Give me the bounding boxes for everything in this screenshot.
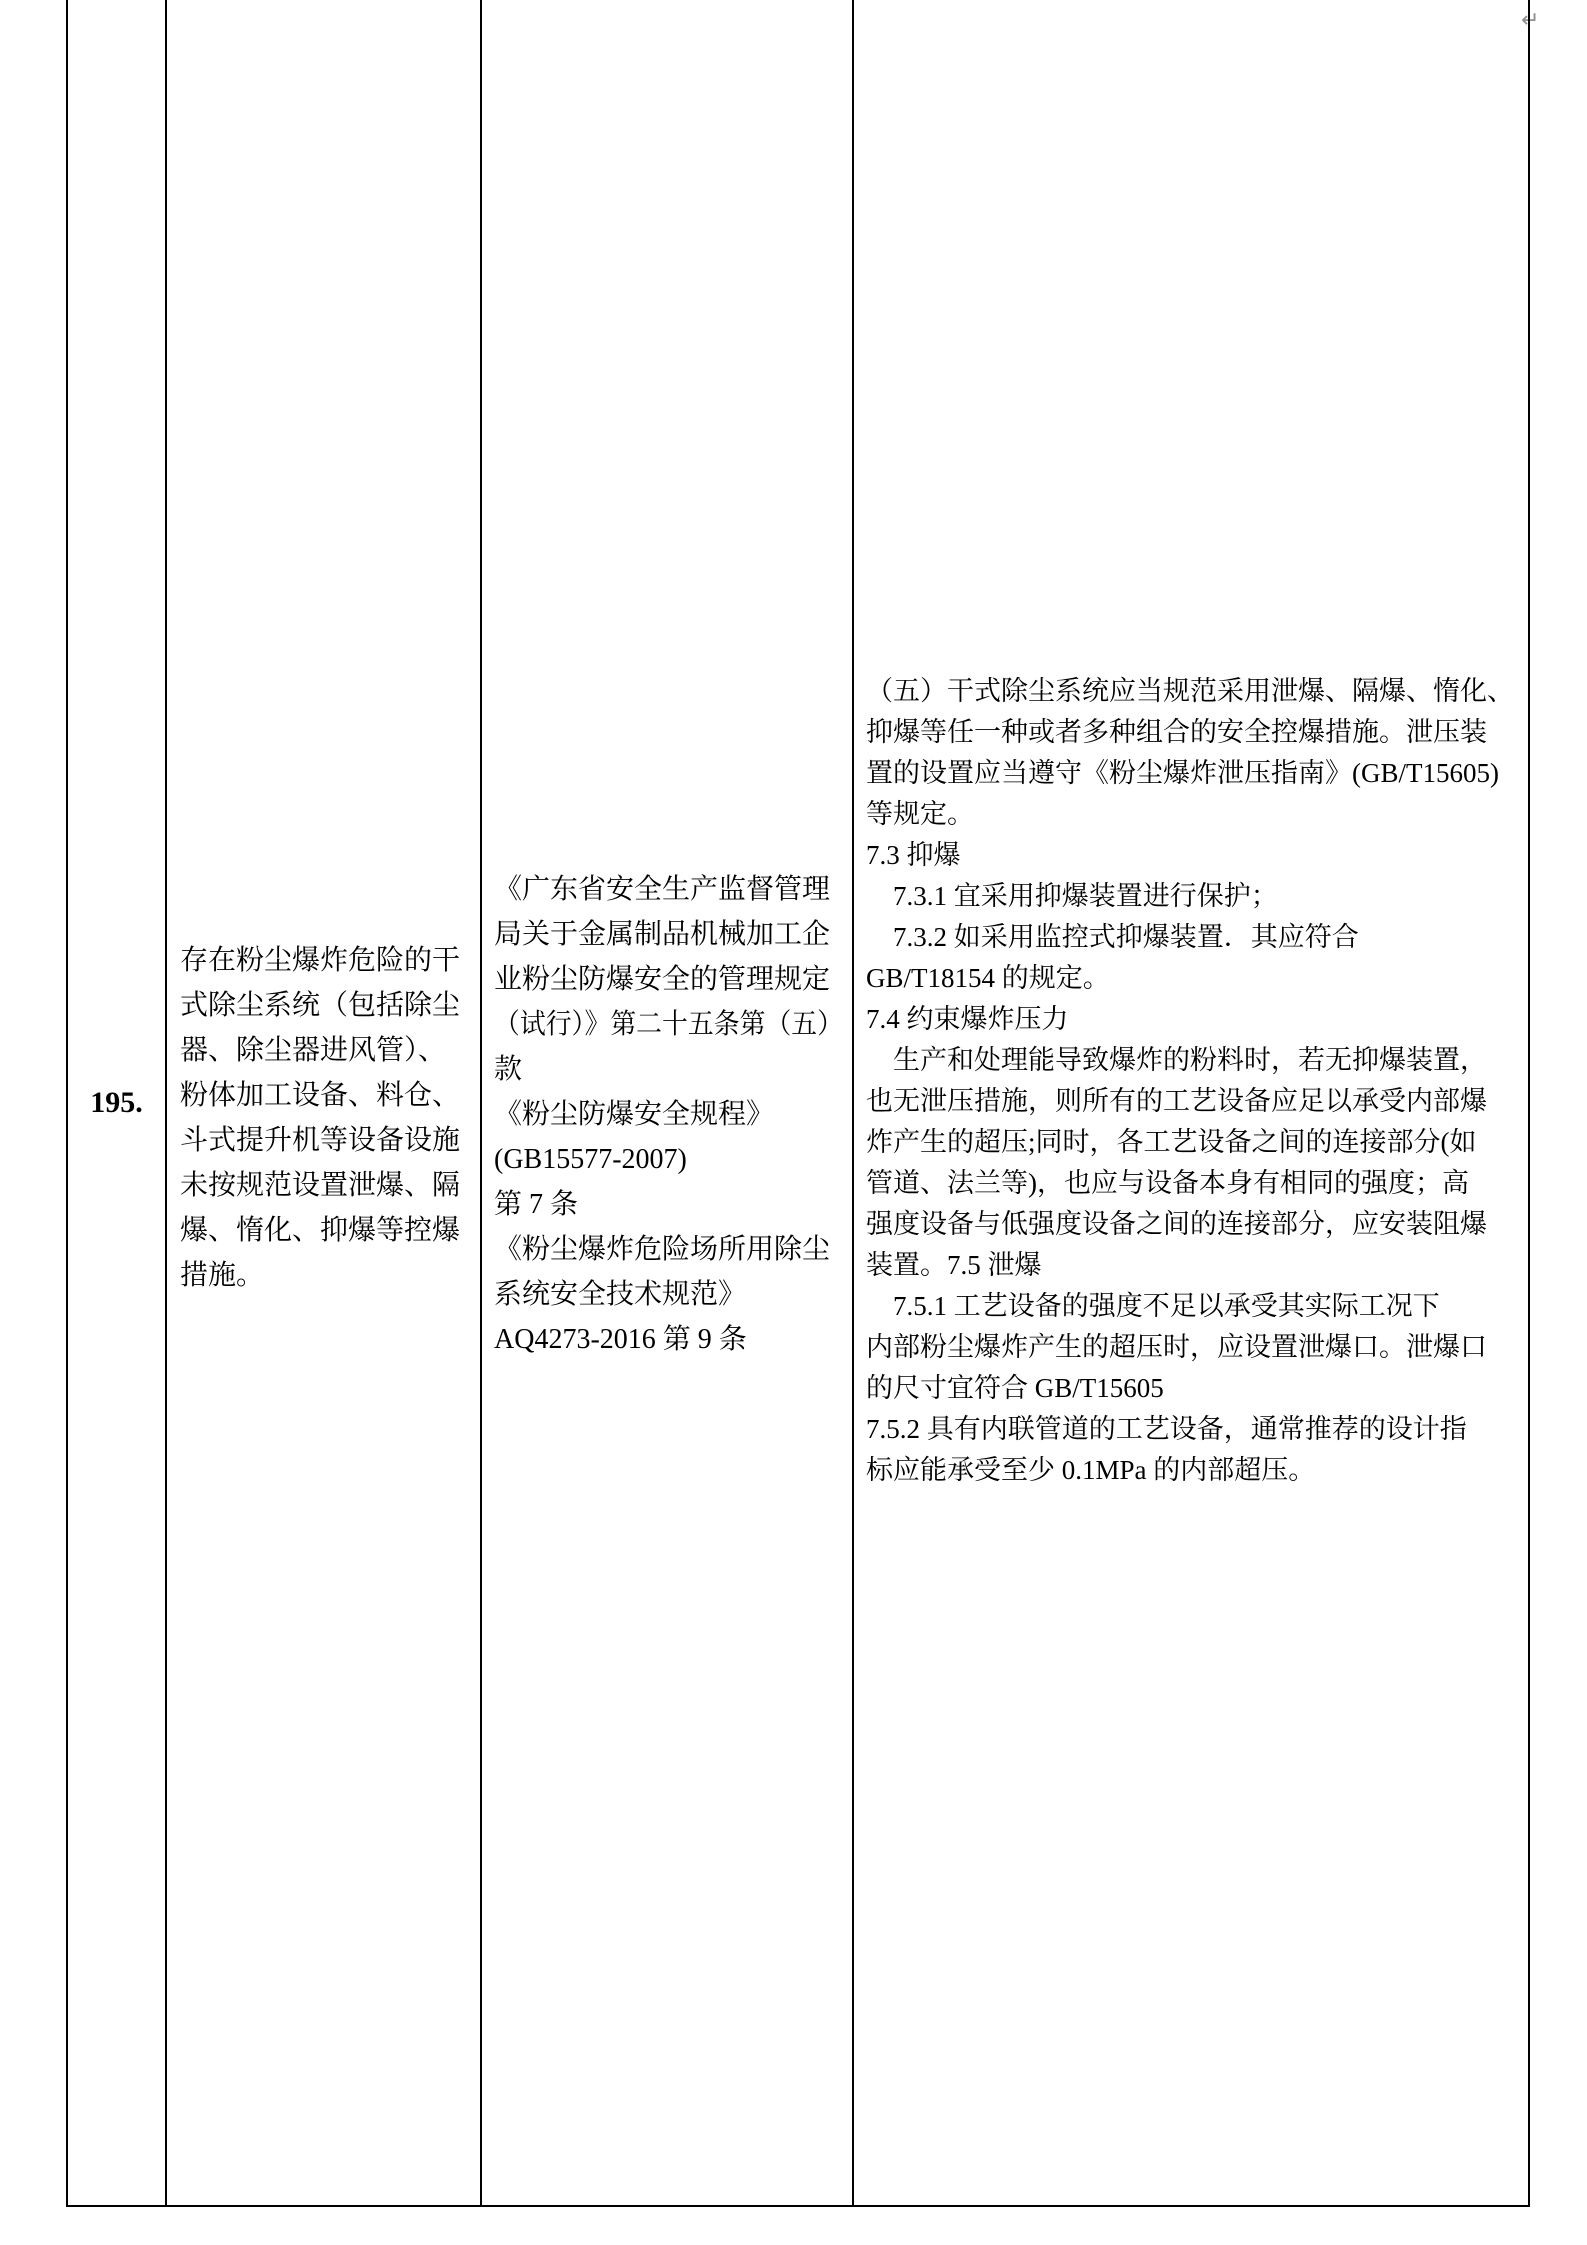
table-cell-problem-description [167, 0, 482, 2205]
table-cell-requirement-detail [854, 0, 1528, 2205]
legal-basis-text: 《广东省安全生产监督管理 局关于金属制品机械加工企 业粉尘防爆安全的管理规定 （试行）》第二十五条第（五） 款 《粉尘防爆安全规程》 (GB15577-2007) 第 7 条 《粉尘爆炸危险场所用除尘 系统安全技术规范》 AQ4273-2016 第 9 条 [494, 874, 844, 1355]
regulation-table [66, 0, 1530, 2207]
paragraph-return-mark: ↵ [1521, 8, 1540, 33]
requirement-detail-text: （五）干式除尘系统应当规范采用泄爆、隔爆、惰化、 抑爆等任一种或者多种组合的安全控爆措施。泄压装 置的设置应当遵守《粉尘爆炸泄压指南》(GB/T15605) 等规定。 7.3 抑爆 7.3.1 宜采用抑爆装置进行保护； 7.3.2 如采用监控式抑爆装置．其应符合 GB/T18154 的规定。 7.4 约束爆炸压力 生产和处理能导致爆炸的粉料时，若无抑爆装置， 也无泄压措施，则所有的工艺设备应足以承受内部爆 炸产生的超压;同时，各工艺设备之间的连接部分(如 管道、法兰等)，也应与设备本身有相同的强度；高 强度设备与低强度设备之间的连接部分，应安装阻爆 装置。7.5 泄爆 7.5.1 工艺设备的强度不足以承受其实际工况下 内部粉尘爆炸产生的超压时，应设置泄爆口。泄爆口 的尺寸宜符合 GB/T15605 7.5.2 具有内联管道的工艺设备，通常推荐的设计指 标应能承受至少 0.1MPa 的内部超压。 [866, 675, 1514, 1485]
table-cell-item-number [68, 0, 167, 2205]
problem-description-text: 存在粉尘爆炸危险的干 式除尘系统（包括除尘 器、除尘器进风管）、 粉体加工设备、料仓、 斗式提升机等设备设施 未按规范设置泄爆、隔 爆、惰化、抑爆等控爆 措施。 [180, 944, 461, 1291]
item-number-label: 195. [90, 1085, 143, 1119]
table-cell-legal-basis [482, 0, 854, 2205]
